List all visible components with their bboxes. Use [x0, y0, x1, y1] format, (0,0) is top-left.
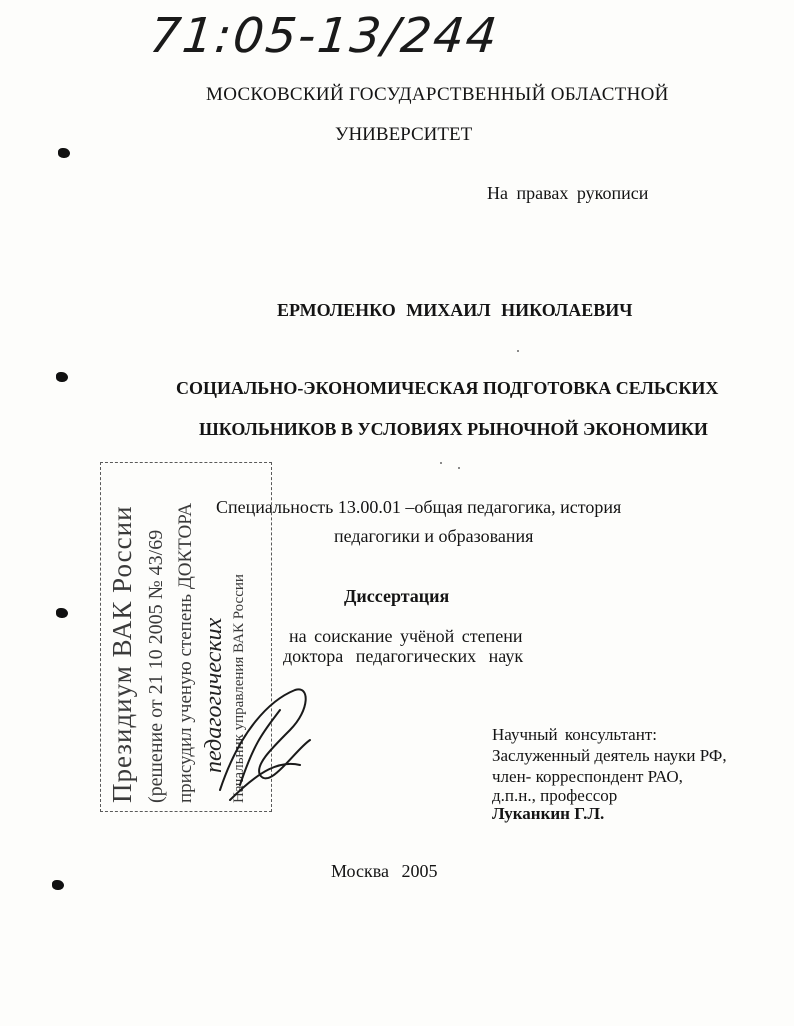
degree-line1: на соискание учёной степени — [289, 626, 523, 646]
stamp-line-decision: (решение от 21 10 2005 № 43/69 — [145, 529, 167, 803]
stamp-line-handwritten-field: педагогических — [201, 617, 227, 773]
punch-hole-mark — [56, 372, 68, 382]
handwritten-archive-code: 71:05-13/244 — [147, 8, 502, 64]
city-year: Москва 2005 — [331, 861, 438, 881]
speck — [458, 467, 460, 469]
document-type: Диссертация — [344, 586, 450, 606]
specialty-line2: педагогики и образования — [334, 526, 534, 546]
degree-line2: доктора педагогических наук — [283, 646, 524, 666]
advisor-title-line3: д.п.н., профессор — [492, 786, 618, 805]
punch-hole-mark — [56, 608, 68, 618]
signature-scribble — [200, 670, 330, 810]
stamp-line-presidium: Президиум ВАК России — [107, 505, 137, 803]
specialty-line1: Специальность 13.00.01 –общая педагогика, история — [216, 497, 622, 517]
institution-name-line1: МОСКОВСКИЙ ГОСУДАРСТВЕННЫЙ ОБЛАСТНОЙ — [206, 84, 669, 105]
thesis-title-line1: СОЦИАЛЬНО-ЭКОНОМИЧЕСКАЯ ПОДГОТОВКА СЕЛЬСКИХ — [176, 378, 719, 398]
punch-hole-mark — [58, 148, 70, 158]
institution-name-line2: УНИВЕРСИТЕТ — [335, 124, 473, 145]
stamp-line-head: Начальник управления ВАК России — [231, 574, 247, 803]
advisor-label: Научный консультант: — [492, 725, 657, 744]
speck — [440, 462, 442, 464]
punch-hole-mark — [52, 880, 64, 890]
advisor-title-line2: член- корреспондент РАО, — [492, 767, 683, 786]
thesis-title-line2: ШКОЛЬНИКОВ В УСЛОВИЯХ РЫНОЧНОЙ ЭКОНОМИКИ — [199, 419, 708, 439]
author-name: ЕРМОЛЕНКО МИХАИЛ НИКОЛАЕВИЧ — [277, 300, 633, 320]
manuscript-rights-note: На правах рукописи — [487, 183, 649, 203]
advisor-title-line1: Заслуженный деятель науки РФ, — [492, 746, 727, 765]
speck — [517, 350, 519, 352]
stamp-line-degree: присудил ученую степень ДОКТОРА — [175, 502, 196, 803]
signature-stroke — [220, 689, 310, 800]
advisor-name: Луканкин Г.Л. — [492, 804, 605, 823]
